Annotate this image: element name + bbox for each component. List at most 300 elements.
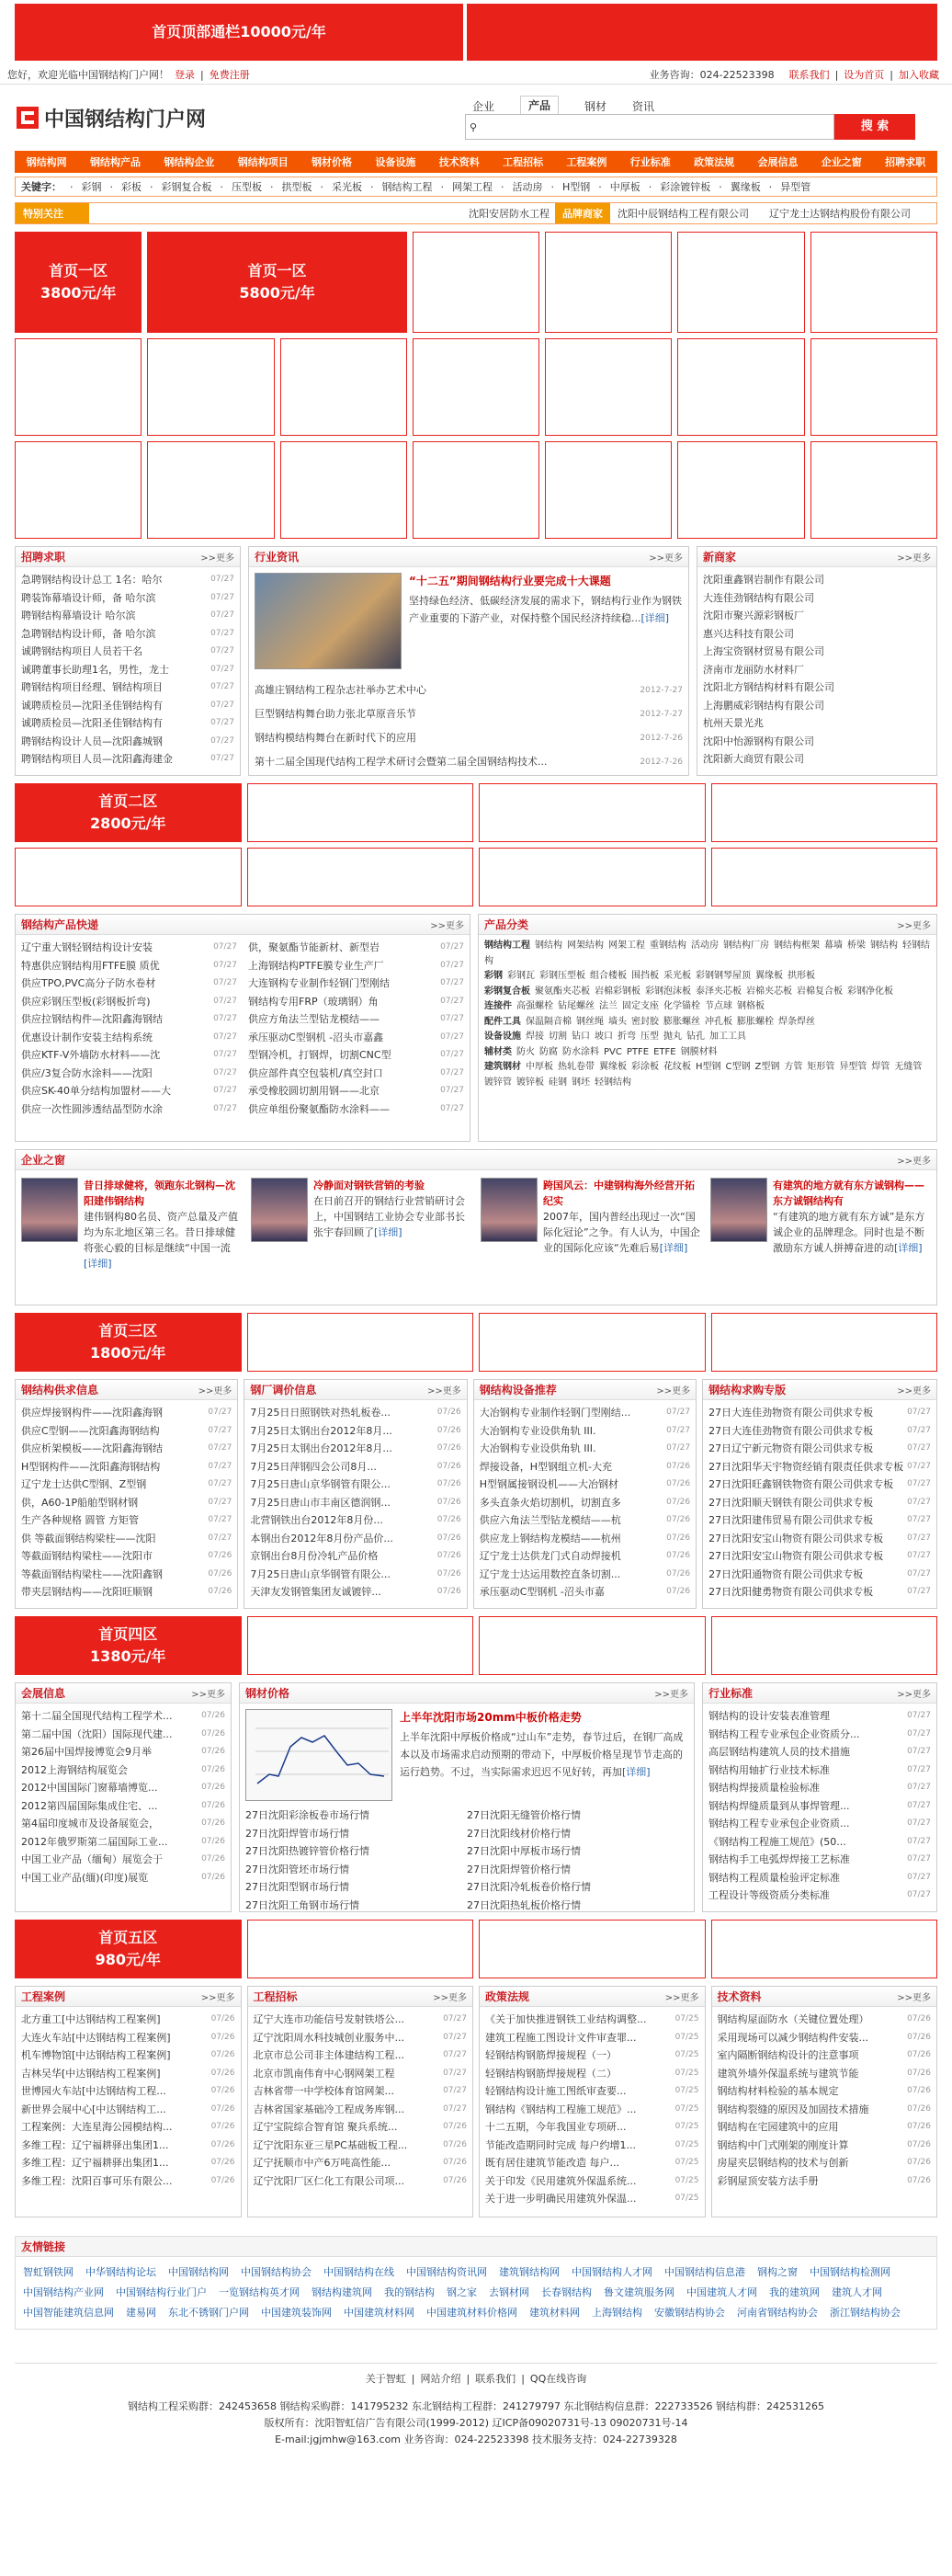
ad-slot-empty[interactable] bbox=[810, 338, 937, 436]
bid-more[interactable]: >>更多 bbox=[433, 1993, 467, 2003]
login-link[interactable]: 登录 bbox=[175, 68, 195, 81]
news-detail-link[interactable]: [详细] bbox=[640, 612, 670, 624]
list-item[interactable] bbox=[250, 1458, 460, 1476]
category-link[interactable]: 翼缘板 bbox=[599, 1062, 627, 1072]
list-item[interactable] bbox=[708, 1566, 931, 1584]
list-item[interactable] bbox=[248, 975, 464, 993]
friend-link[interactable]: 中国钢结构行业门户 bbox=[116, 2286, 207, 2298]
window-item-title[interactable]: 跨国风云：中建钢构海外经营开拓纪实 bbox=[543, 1180, 695, 1207]
list-item[interactable] bbox=[245, 1825, 467, 1843]
list-item[interactable] bbox=[718, 2172, 932, 2191]
category-link[interactable]: 钢膜材料 bbox=[680, 1046, 718, 1057]
category-link[interactable]: 网架工程 bbox=[608, 940, 645, 951]
buy-more[interactable]: >>更多 bbox=[897, 1386, 932, 1396]
footer-link[interactable]: 关于智虹 bbox=[365, 2373, 406, 2385]
keyword-link[interactable]: 彩板 bbox=[121, 181, 142, 193]
category-link[interactable]: 防腐 bbox=[539, 1046, 558, 1057]
nav-item[interactable]: 钢结构产品 bbox=[90, 156, 142, 168]
category-link[interactable]: 高强螺栓 bbox=[516, 1001, 553, 1011]
nav-item[interactable]: 政策法规 bbox=[694, 156, 735, 168]
category-link[interactable]: 冲孔板 bbox=[705, 1016, 732, 1027]
friend-link[interactable]: 钢结构建筑网 bbox=[312, 2286, 372, 2298]
keyword-link[interactable]: 彩钢复合板 bbox=[161, 181, 212, 193]
ad-slot-empty[interactable] bbox=[280, 338, 407, 436]
list-item[interactable] bbox=[250, 1422, 460, 1441]
list-item[interactable] bbox=[254, 2154, 468, 2172]
list-item[interactable] bbox=[485, 2172, 699, 2191]
expo-more[interactable]: >>更多 bbox=[191, 1690, 225, 1700]
list-item[interactable] bbox=[245, 1861, 467, 1879]
ad-slot-empty[interactable] bbox=[15, 338, 142, 436]
friend-link[interactable]: 中国钢结构产业网 bbox=[23, 2286, 104, 2298]
window-item-title[interactable]: 昔日排球健将，领跑东北钢构—沈阳建伟钢结构 bbox=[84, 1180, 235, 1207]
search-tab-steel[interactable]: 钢材 bbox=[584, 100, 607, 113]
list-item[interactable] bbox=[21, 571, 234, 589]
keyword-link[interactable]: 彩钢 bbox=[81, 181, 102, 193]
list-item[interactable] bbox=[480, 1422, 690, 1441]
ad-slot-empty[interactable] bbox=[810, 232, 937, 333]
category-link[interactable]: 坡口 bbox=[595, 1032, 613, 1042]
zone1-ad-a[interactable] bbox=[15, 232, 142, 333]
tech-more[interactable]: >>更多 bbox=[897, 1993, 931, 2003]
category-link[interactable]: 聚氨酯夹芯板 bbox=[535, 986, 590, 997]
category-link[interactable]: 岩棉彩钢板 bbox=[595, 986, 640, 997]
list-item[interactable] bbox=[708, 1886, 931, 1905]
category-link[interactable]: 泰泽夹芯板 bbox=[696, 986, 742, 997]
category-link[interactable]: 钢结构框架 bbox=[774, 940, 820, 951]
zone4-ad[interactable] bbox=[15, 1616, 242, 1675]
window-photo[interactable] bbox=[21, 1178, 78, 1242]
window-detail-link[interactable]: [详细] bbox=[374, 1226, 402, 1238]
special-marquee[interactable]: 沈阳安居防水工程 bbox=[469, 208, 550, 220]
list-item[interactable] bbox=[703, 571, 931, 589]
category-link[interactable]: 彩钢泡沫板 bbox=[645, 986, 691, 997]
prod-quick-more[interactable]: >>更多 bbox=[430, 921, 464, 931]
list-item[interactable] bbox=[248, 993, 464, 1011]
category-link[interactable]: 异型管 bbox=[839, 1062, 867, 1072]
list-item[interactable] bbox=[21, 625, 234, 644]
list-item[interactable] bbox=[248, 1065, 464, 1083]
ad-slot-empty[interactable] bbox=[711, 1920, 938, 1978]
list-item[interactable] bbox=[21, 2172, 235, 2191]
list-item[interactable] bbox=[248, 1100, 464, 1119]
nav-item[interactable]: 招聘求职 bbox=[885, 156, 926, 168]
category-link[interactable]: 中厚板 bbox=[526, 1062, 553, 1072]
list-item[interactable] bbox=[703, 661, 931, 679]
category-link[interactable]: 焊管 bbox=[871, 1062, 890, 1072]
list-item[interactable] bbox=[718, 2011, 932, 2029]
category-link[interactable]: 重钢结构 bbox=[650, 940, 686, 951]
list-item[interactable] bbox=[467, 1861, 688, 1879]
category-link[interactable]: 彩钢压型板 bbox=[539, 971, 585, 981]
category-link[interactable]: 节点球 bbox=[705, 1001, 732, 1011]
list-item[interactable] bbox=[718, 2118, 932, 2137]
ad-slot-empty[interactable] bbox=[147, 441, 274, 539]
list-item[interactable] bbox=[708, 1494, 931, 1512]
list-item[interactable] bbox=[21, 1422, 232, 1441]
category-link[interactable]: 方管 bbox=[784, 1062, 803, 1072]
list-item[interactable] bbox=[21, 1779, 225, 1797]
list-item[interactable] bbox=[21, 975, 237, 993]
friend-link[interactable]: 中国钢结构资讯网 bbox=[406, 2266, 487, 2278]
keyword-link[interactable]: H型钢 bbox=[562, 181, 591, 193]
window-detail-link[interactable]: [详细] bbox=[84, 1258, 112, 1270]
list-item[interactable] bbox=[21, 1440, 232, 1458]
news-headline[interactable]: “十二五”期间钢结构行业要完成十大课题 bbox=[409, 575, 611, 587]
list-item[interactable] bbox=[21, 957, 237, 975]
list-item[interactable] bbox=[703, 714, 931, 733]
list-item[interactable] bbox=[21, 589, 234, 608]
list-item[interactable] bbox=[21, 643, 234, 661]
list-item[interactable] bbox=[21, 1851, 225, 1869]
list-item[interactable] bbox=[467, 1878, 688, 1897]
list-item[interactable] bbox=[703, 678, 931, 697]
list-item[interactable] bbox=[708, 1797, 931, 1816]
search-input[interactable] bbox=[465, 114, 834, 140]
list-item[interactable] bbox=[21, 1726, 225, 1744]
category-link[interactable]: 轻钢结构 bbox=[484, 940, 930, 966]
brand-link-2[interactable]: 辽宁龙士达钢结构股份有限公司 bbox=[769, 208, 911, 220]
ad-slot-empty[interactable] bbox=[479, 1616, 706, 1675]
nav-item[interactable]: 钢结构企业 bbox=[164, 156, 215, 168]
friend-link[interactable]: 河南省钢结构协会 bbox=[737, 2307, 818, 2319]
friend-link[interactable]: 中国钢结构信息港 bbox=[664, 2266, 745, 2278]
friend-link[interactable]: 一览钢结构英才网 bbox=[219, 2286, 300, 2298]
window-photo[interactable] bbox=[251, 1178, 308, 1242]
list-item[interactable] bbox=[708, 1833, 931, 1852]
ad-slot-empty[interactable] bbox=[413, 338, 539, 436]
ad-slot-empty[interactable] bbox=[247, 848, 474, 906]
list-item[interactable] bbox=[248, 1082, 464, 1100]
category-link[interactable]: 切割 bbox=[549, 1032, 567, 1042]
list-item[interactable] bbox=[703, 733, 931, 751]
list-item[interactable] bbox=[708, 1530, 931, 1548]
price-headline[interactable]: 上半年沈阳市场20mm中板价格走势 bbox=[400, 1711, 582, 1724]
list-item[interactable] bbox=[21, 1511, 232, 1530]
category-link[interactable]: PVC bbox=[604, 1046, 622, 1057]
contact-link[interactable]: 联系我们 bbox=[788, 68, 830, 81]
ad-slot-empty[interactable] bbox=[247, 783, 474, 842]
list-item[interactable] bbox=[248, 957, 464, 975]
friend-link[interactable]: 建易网 bbox=[126, 2307, 156, 2319]
list-item[interactable] bbox=[708, 1761, 931, 1780]
list-item[interactable] bbox=[21, 2029, 235, 2047]
list-item[interactable] bbox=[21, 1046, 237, 1065]
friend-link[interactable]: 中国钢结构人才网 bbox=[572, 2266, 652, 2278]
list-item[interactable] bbox=[21, 607, 234, 625]
list-item[interactable] bbox=[708, 1458, 931, 1476]
price-more[interactable]: >>更多 bbox=[654, 1690, 688, 1700]
friend-link[interactable]: 我的钢结构 bbox=[384, 2286, 435, 2298]
list-item[interactable] bbox=[250, 1547, 460, 1566]
zone1-ad-b[interactable] bbox=[147, 232, 407, 333]
list-item[interactable] bbox=[703, 589, 931, 608]
ad-slot-empty[interactable] bbox=[479, 1313, 706, 1372]
nav-item[interactable]: 技术资料 bbox=[438, 156, 480, 168]
ad-slot-empty[interactable] bbox=[413, 232, 539, 333]
list-item[interactable] bbox=[480, 1511, 690, 1530]
list-item[interactable] bbox=[248, 1010, 464, 1029]
list-item[interactable] bbox=[254, 2011, 468, 2029]
news-thumbnail[interactable] bbox=[255, 573, 402, 669]
list-item[interactable] bbox=[21, 1458, 232, 1476]
list-item[interactable] bbox=[254, 2137, 468, 2155]
search-tab-news[interactable]: 资讯 bbox=[632, 100, 655, 113]
category-name[interactable]: 建筑钢材 bbox=[484, 1062, 521, 1072]
category-link[interactable]: 钢结构 bbox=[535, 940, 562, 951]
list-item[interactable] bbox=[708, 1440, 931, 1458]
list-item[interactable] bbox=[250, 1566, 460, 1584]
zone5-ad[interactable] bbox=[15, 1920, 242, 1978]
category-link[interactable]: 围挡板 bbox=[631, 971, 659, 981]
friend-link[interactable]: 中国建筑人才网 bbox=[686, 2286, 757, 2298]
category-link[interactable]: 彩钢钢琴屋顶 bbox=[696, 971, 751, 981]
factory-more[interactable]: >>更多 bbox=[426, 1386, 461, 1396]
footer-link[interactable]: 联系我们 bbox=[475, 2373, 516, 2385]
list-item[interactable] bbox=[248, 939, 464, 957]
ad-slot-empty[interactable] bbox=[413, 441, 539, 539]
category-link[interactable]: 固定支座 bbox=[622, 1001, 659, 1011]
category-link[interactable]: 密封胶 bbox=[631, 1016, 659, 1027]
category-link[interactable]: 钢坯 bbox=[572, 1077, 590, 1088]
ad-slot-empty[interactable] bbox=[711, 1313, 938, 1372]
list-item[interactable] bbox=[21, 750, 234, 769]
list-item[interactable] bbox=[703, 750, 931, 769]
friend-link[interactable]: 去钢材网 bbox=[489, 2286, 529, 2298]
friend-link[interactable]: 中国建筑装饰网 bbox=[261, 2307, 332, 2319]
friend-link[interactable]: 鲁文建筑服务网 bbox=[604, 2286, 674, 2298]
category-link[interactable]: 矩形管 bbox=[807, 1062, 835, 1072]
ad-slot-empty[interactable] bbox=[711, 1616, 938, 1675]
list-item[interactable] bbox=[480, 1566, 690, 1584]
search-tab-company[interactable]: 企业 bbox=[472, 100, 495, 113]
list-item[interactable] bbox=[254, 2065, 468, 2083]
window-detail-link[interactable]: [详细] bbox=[894, 1242, 923, 1254]
list-item[interactable] bbox=[254, 2046, 468, 2065]
ad-slot-empty[interactable] bbox=[545, 338, 672, 436]
nav-item[interactable]: 工程招标 bbox=[503, 156, 544, 168]
list-item[interactable] bbox=[467, 1897, 688, 1915]
list-item[interactable] bbox=[21, 1547, 232, 1566]
category-link[interactable]: 折弯 bbox=[618, 1032, 636, 1042]
list-item[interactable] bbox=[250, 1440, 460, 1458]
list-item[interactable] bbox=[480, 1530, 690, 1548]
ad-slot-empty[interactable] bbox=[677, 232, 804, 333]
list-item[interactable] bbox=[245, 1807, 467, 1825]
category-link[interactable]: 防火 bbox=[516, 1046, 535, 1057]
window-item-title[interactable]: 冷静面对钢铁营销的考验 bbox=[313, 1180, 425, 1191]
keyword-link[interactable]: 翼缘板 bbox=[730, 181, 761, 193]
policy-more[interactable]: >>更多 bbox=[664, 1993, 699, 2003]
list-item[interactable] bbox=[21, 733, 234, 751]
list-item[interactable] bbox=[248, 1046, 464, 1065]
list-item[interactable] bbox=[21, 1494, 232, 1512]
category-link[interactable]: PTFE bbox=[626, 1046, 650, 1057]
list-item[interactable] bbox=[250, 1583, 460, 1601]
category-link[interactable]: 加工工具 bbox=[709, 1032, 746, 1042]
list-item[interactable] bbox=[255, 726, 683, 750]
footer-link[interactable]: 网站介绍 bbox=[420, 2373, 461, 2385]
friend-link[interactable]: 中国钢结构检测网 bbox=[810, 2266, 890, 2278]
category-link[interactable]: 花纹板 bbox=[663, 1062, 691, 1072]
category-link[interactable]: 钢格板 bbox=[737, 1001, 765, 1011]
keyword-link[interactable]: 采光板 bbox=[332, 181, 362, 193]
window-detail-link[interactable]: [详细] bbox=[659, 1242, 688, 1254]
keyword-link[interactable]: 异型管 bbox=[780, 181, 811, 193]
list-item[interactable] bbox=[718, 2101, 932, 2119]
list-item[interactable] bbox=[703, 607, 931, 625]
list-item[interactable] bbox=[21, 2082, 235, 2101]
friend-link[interactable]: 中国建筑材料价格网 bbox=[426, 2307, 517, 2319]
list-item[interactable] bbox=[21, 1833, 225, 1852]
site-logo[interactable] bbox=[15, 104, 206, 132]
list-item[interactable] bbox=[21, 939, 237, 957]
list-item[interactable] bbox=[250, 1530, 460, 1548]
keyword-link[interactable]: 压型板 bbox=[232, 181, 262, 193]
keyword-link[interactable]: 活动房 bbox=[512, 181, 543, 193]
keyword-link[interactable]: 中厚板 bbox=[609, 181, 640, 193]
category-link[interactable]: 无缝管 bbox=[894, 1062, 923, 1072]
brand-link-1[interactable]: 沈阳中辰钢结构工程有限公司 bbox=[618, 208, 749, 220]
category-link[interactable]: Z型钢 bbox=[754, 1062, 780, 1072]
friend-link[interactable]: 建筑人才网 bbox=[832, 2286, 882, 2298]
ad-slot-empty[interactable] bbox=[711, 848, 938, 906]
search-tab-product[interactable]: 产品 bbox=[520, 96, 559, 114]
list-item[interactable] bbox=[480, 1547, 690, 1566]
list-item[interactable] bbox=[250, 1404, 460, 1422]
nav-item[interactable]: 企业之窗 bbox=[821, 156, 862, 168]
category-link[interactable]: 幕墙 bbox=[824, 940, 843, 951]
category-link[interactable]: 岩棉夹芯板 bbox=[746, 986, 792, 997]
list-item[interactable] bbox=[21, 1583, 232, 1601]
list-item[interactable] bbox=[467, 1842, 688, 1861]
friend-link[interactable]: 中国钢结构协会 bbox=[241, 2266, 312, 2278]
list-item[interactable] bbox=[21, 661, 234, 679]
list-item[interactable] bbox=[254, 2172, 468, 2191]
category-name[interactable]: 彩钢复合板 bbox=[484, 986, 530, 997]
category-link[interactable]: 彩涂板 bbox=[631, 1062, 659, 1072]
friend-link[interactable]: 长春钢结构 bbox=[541, 2286, 592, 2298]
list-item[interactable] bbox=[467, 1825, 688, 1843]
category-link[interactable]: 焊条焊丝 bbox=[778, 1016, 815, 1027]
list-item[interactable] bbox=[21, 1082, 237, 1100]
top-ad-banner-right[interactable] bbox=[467, 4, 937, 61]
list-item[interactable] bbox=[21, 1815, 225, 1833]
category-link[interactable]: 彩钢净化板 bbox=[847, 986, 893, 997]
list-item[interactable] bbox=[21, 1404, 232, 1422]
nav-item[interactable]: 行业标准 bbox=[629, 156, 671, 168]
list-item[interactable] bbox=[21, 2101, 235, 2119]
nav-item[interactable]: 工程案例 bbox=[566, 156, 607, 168]
ad-slot-empty[interactable] bbox=[479, 848, 706, 906]
list-item[interactable] bbox=[21, 714, 234, 733]
category-name[interactable]: 设备设施 bbox=[484, 1032, 521, 1042]
friend-link[interactable]: 上海钢结构 bbox=[592, 2307, 642, 2319]
nav-item[interactable]: 设备设施 bbox=[375, 156, 416, 168]
zone2-ad[interactable] bbox=[15, 783, 242, 842]
category-link[interactable]: 热轧卷带 bbox=[558, 1062, 595, 1072]
category-link[interactable]: 组合楼板 bbox=[590, 971, 627, 981]
category-link[interactable]: 钢结构厂房 bbox=[723, 940, 769, 951]
list-item[interactable] bbox=[480, 1494, 690, 1512]
list-item[interactable] bbox=[21, 2011, 235, 2029]
list-item[interactable] bbox=[708, 1547, 931, 1566]
price-chart-thumbnail[interactable] bbox=[245, 1709, 392, 1801]
list-item[interactable] bbox=[254, 2029, 468, 2047]
friend-link[interactable]: 建筑钢结构网 bbox=[499, 2266, 560, 2278]
ad-slot-empty[interactable] bbox=[247, 1616, 474, 1675]
equip-more[interactable]: >>更多 bbox=[656, 1386, 691, 1396]
zone3-ad[interactable] bbox=[15, 1313, 242, 1372]
list-item[interactable] bbox=[708, 1869, 931, 1887]
list-item[interactable] bbox=[708, 1779, 931, 1797]
list-item[interactable] bbox=[485, 2011, 699, 2029]
list-item[interactable] bbox=[708, 1511, 931, 1530]
list-item[interactable] bbox=[255, 750, 683, 774]
list-item[interactable] bbox=[21, 1743, 225, 1761]
list-item[interactable] bbox=[245, 1897, 467, 1915]
category-link[interactable]: H型钢 bbox=[696, 1062, 721, 1072]
list-item[interactable] bbox=[21, 1530, 232, 1548]
list-item[interactable] bbox=[703, 625, 931, 644]
list-item[interactable] bbox=[21, 993, 237, 1011]
keyword-link[interactable]: 彩涂镀锌板 bbox=[660, 181, 711, 193]
category-link[interactable]: 钻口 bbox=[572, 1032, 590, 1042]
set-home-link[interactable]: 设为首页 bbox=[844, 68, 885, 81]
ad-slot-empty[interactable] bbox=[677, 338, 804, 436]
friend-link[interactable]: 安徽钢结构协会 bbox=[654, 2307, 725, 2319]
list-item[interactable] bbox=[254, 2101, 468, 2119]
category-link[interactable]: 化学锚栓 bbox=[663, 1001, 700, 1011]
nav-item[interactable]: 会展信息 bbox=[757, 156, 799, 168]
friend-link[interactable]: 钢之家 bbox=[447, 2286, 477, 2298]
list-item[interactable] bbox=[21, 1029, 237, 1047]
list-item[interactable] bbox=[21, 1010, 237, 1029]
ad-slot-empty[interactable] bbox=[545, 441, 672, 539]
merchants-more[interactable]: >>更多 bbox=[897, 553, 931, 564]
keyword-link[interactable]: 网架工程 bbox=[452, 181, 493, 193]
ad-slot-empty[interactable] bbox=[15, 441, 142, 539]
ad-slot-empty[interactable] bbox=[247, 1920, 474, 1978]
category-link[interactable]: 法兰 bbox=[599, 1001, 618, 1011]
list-item[interactable] bbox=[254, 2118, 468, 2137]
list-item[interactable] bbox=[21, 1100, 237, 1119]
list-item[interactable] bbox=[718, 2065, 932, 2083]
ad-slot-empty[interactable] bbox=[677, 441, 804, 539]
prod-cat-more[interactable]: >>更多 bbox=[897, 921, 931, 931]
list-item[interactable] bbox=[708, 1851, 931, 1869]
list-item[interactable] bbox=[255, 702, 683, 726]
list-item[interactable] bbox=[21, 2118, 235, 2137]
category-link[interactable]: 彩钢瓦 bbox=[507, 971, 535, 981]
top-ad-banner[interactable] bbox=[15, 4, 463, 61]
list-item[interactable] bbox=[21, 1707, 225, 1726]
list-item[interactable] bbox=[718, 2137, 932, 2155]
add-favorite-link[interactable]: 加入收藏 bbox=[899, 68, 939, 81]
ad-slot-empty[interactable] bbox=[479, 1920, 706, 1978]
category-link[interactable]: 拱形板 bbox=[788, 971, 815, 981]
nav-item[interactable]: 钢结构项目 bbox=[237, 156, 289, 168]
list-item[interactable] bbox=[703, 643, 931, 661]
list-item[interactable] bbox=[718, 2046, 932, 2065]
category-name[interactable]: 钢结构工程 bbox=[484, 940, 530, 951]
window-photo[interactable] bbox=[481, 1178, 538, 1242]
friend-link[interactable]: 智虹钢铁网 bbox=[23, 2266, 74, 2278]
list-item[interactable] bbox=[718, 2029, 932, 2047]
friend-link[interactable]: 东北不锈钢门户网 bbox=[168, 2307, 249, 2319]
window-item-title[interactable]: 有建筑的地方就有东方诚钢构——东方诚钢结构有 bbox=[773, 1180, 924, 1207]
list-item[interactable] bbox=[485, 2029, 699, 2047]
